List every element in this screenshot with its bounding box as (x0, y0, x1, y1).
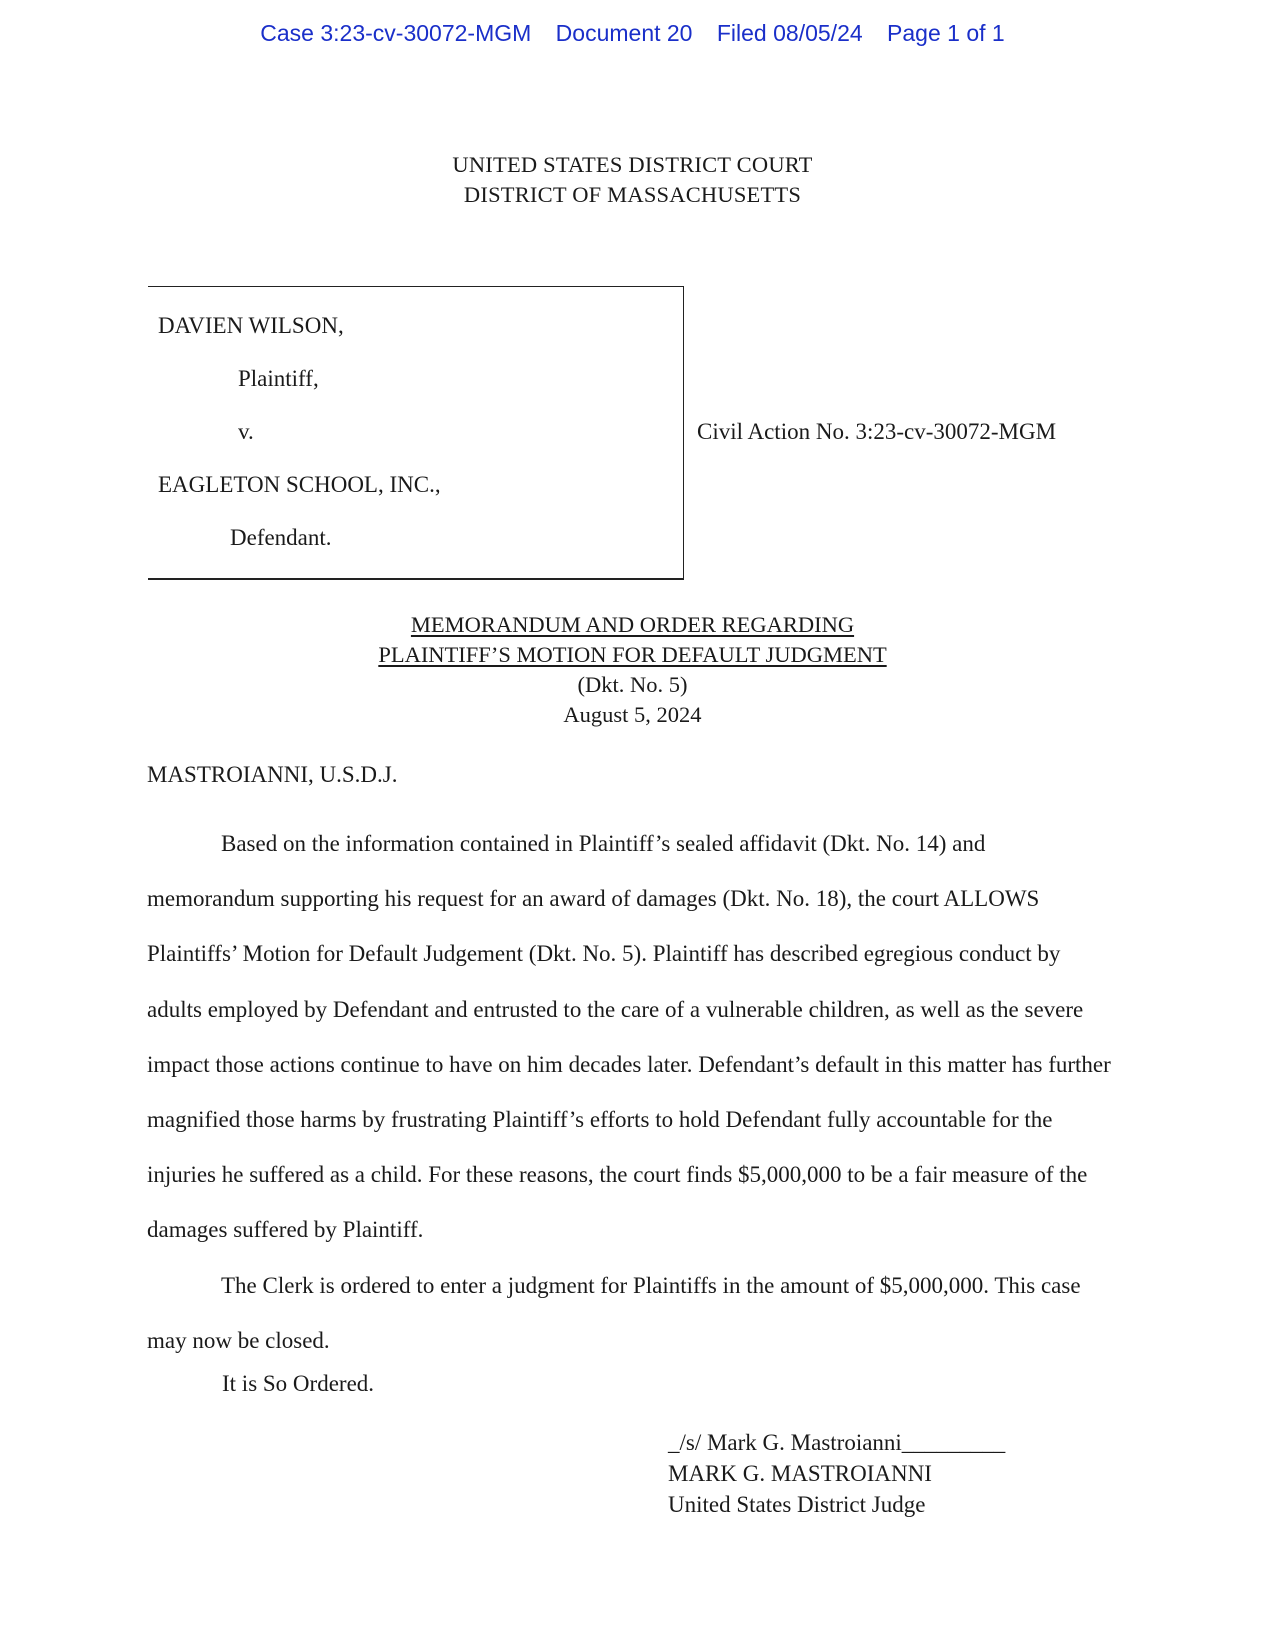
title-line-1: MEMORANDUM AND ORDER REGARDING (410, 612, 855, 637)
order-title (0, 610, 1265, 730)
versus: v. (238, 419, 254, 444)
judge-name: MARK G. MASTROIANNI (668, 1461, 932, 1486)
signature-block (668, 1427, 1005, 1520)
order-body (147, 816, 1112, 1368)
judge-title: United States District Judge (668, 1492, 926, 1517)
court-name: UNITED STATES DISTRICT COURT (452, 152, 813, 177)
civil-action-number: Civil Action No. 3:23-cv-30072-MGM (697, 419, 1057, 444)
plaintiff-name: DAVIEN WILSON, (158, 313, 344, 338)
court-district: DISTRICT OF MASSACHUSETTS (463, 182, 802, 207)
electronic-signature: _/s/ Mark G. Mastroianni_________ (668, 1430, 1006, 1455)
page-indicator: Page 1 of 1 (887, 20, 1005, 46)
judge-heading: MASTROIANNI, U.S.D.J. (147, 762, 398, 787)
paragraph: Based on the information contained in Plaintiff’s sealed affidavit (Dkt. No. 14) and memorandum supporting his request for an award of damages (Dkt. No. 18), the court ALLOWS Plaintiffs’ Motion for Default Judgement (Dkt. No. 5). Plaintiff has described egregious conduct by adults employed by Defendant and entrusted to the care of a vulnerable children, as well as the severe impact those actions continue to have on him decades later. Defendant’s default in this matter has further magnified those harms by frustrating Plaintiff’s efforts to hold Defendant fully accountable for the injuries he suffered as a child. For these reasons, the court finds $5,000,000 to be a fair measure of the damages suffered by Plaintiff. (147, 831, 1111, 1243)
court-heading (0, 150, 1265, 210)
ecf-header (0, 20, 1265, 47)
case-number: Case 3:23-cv-30072-MGM (260, 20, 532, 46)
closing-statement: It is So Ordered. (222, 1371, 375, 1396)
defendant-role: Defendant. (230, 525, 332, 550)
docket-reference: (Dkt. No. 5) (577, 672, 688, 697)
order-date: August 5, 2024 (563, 702, 702, 727)
document-number: Document 20 (555, 20, 693, 46)
plaintiff-role: Plaintiff, (238, 366, 319, 391)
paragraph: The Clerk is ordered to enter a judgment for Plaintiffs in the amount of $5,000,000. This case may now be closed. (147, 1272, 1081, 1353)
filed-date: Filed 08/05/24 (716, 20, 863, 46)
defendant-name: EAGLETON SCHOOL, INC., (158, 472, 441, 497)
title-line-2: PLAINTIFF’S MOTION FOR DEFAULT JUDGMENT (378, 642, 887, 667)
